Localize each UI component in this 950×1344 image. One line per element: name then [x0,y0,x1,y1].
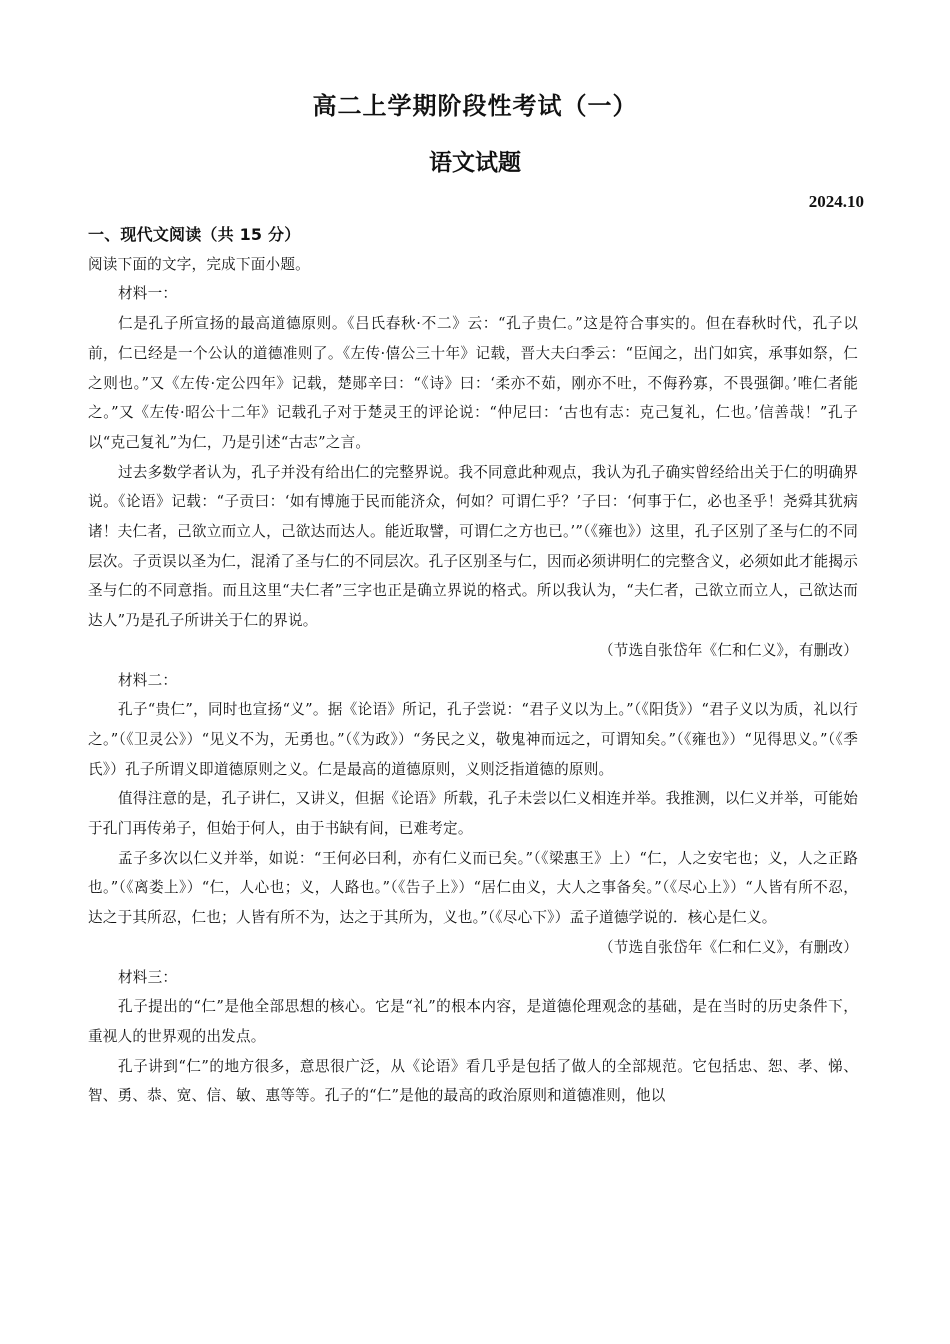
material-1-paragraph-1: 仁是孔子所宣扬的最高道德原则。《吕氏春秋·不二》云：“孔子贵仁。”这是符合事实的。但在春秋时代，孔子以前，仁已经是一个公认的道德准则了。《左传·僖公三十年》记载，晋大夫臼季云：“臣闻之，出门如宾，承事如祭，仁之则也。”又《左传·定公四年》记载，楚郧辛曰：“《诗》曰：‘柔亦不茹，刚亦不吐，不侮矜寡，不畏强御。’唯仁者能之。”又《左传·昭公十二年》记载孔子对于楚灵王的评论说：“仲尼曰：‘古也有志：克己复礼，仁也。’信善哉！”孔子以“克己复礼”为仁，乃是引述“古志”之言。 [88,315,858,451]
material-3-paragraph-2: 孔子讲到“仁”的地方很多，意思很广泛，从《论语》看几乎是包括了做人的全部规范。它包括忠、恕、孝、悌、智、勇、恭、宽、信、敏、惠等等。孔子的“仁”是他的最高的政治原则和道德准则，他以 [88,1057,858,1105]
material-2-paragraph-2: 值得注意的是，孔子讲仁，又讲义，但据《论语》所载，孔子未尝以仁义相连并举。我推测，以仁义并举，可能始于孔门再传弟子，但始于何人，由于书缺有间，已难考定。 [88,790,858,838]
exam-date: 2024.10 [808,192,864,211]
material-1-label: 材料一： [118,285,178,303]
material-3-label: 材料三： [118,968,178,986]
material-2-label: 材料二： [118,671,178,689]
material-2-paragraph-1: 孔子“贵仁”，同时也宣扬“义”。据《论语》所记，孔子尝说：“君子义以为上。”（《阳货》）“君子义以为质，礼以行之。”（《卫灵公》）“见义不为，无勇也。”（《为政》）“务民之义，敬鬼神而远之，可谓知矣。”（《雍也》）“见得思义。”（《季氏》）孔子所谓义即道德原则之义。仁是最高的道德原则，义则泛指道德的原则。 [88,701,858,778]
reading-section [88,220,858,1111]
section-instruction: 阅读下面的文字，完成下面小题。 [88,255,310,273]
material-2-paragraph-3: 孟子多次以仁义并举，如说：“王何必曰利，亦有仁义而已矣。”（《梁惠王》上）“仁，人之安宅也；义，人之正路也。”（《离娄上》）“仁，人心也；义，人路也。”（《告子上》）“居仁由义，大人之事备矣。”（《尽心上》）“人皆有所不忍，达之于其所忍，仁也；人皆有所不为，达之于其所为，义也。”（《尽心下》）孟子道德学说的．核心是仁义。 [88,849,858,927]
exam-title: 高二上学期阶段性考试（一） [312,92,638,120]
material-1-source: （节选自张岱年《仁和仁义》，有删改） [599,641,858,659]
material-1-paragraph-2: 过去多数学者认为，孔子并没有给出仁的完整界说。我不同意此种观点，我认为孔子确实曾经给出关于仁的明确界说。《论语》记载：“子贡曰：‘如有博施于民而能济众，何如？可谓仁乎？’子曰：‘何事于仁，必也圣乎！尧舜其犹病诸！夫仁者，己欲立而立人，己欲达而达人。能近取譬，可谓仁之方也已。’”（《雍也》）这里，孔子区别了圣与仁的不同层次。子贡误以圣为仁，混淆了圣与仁的不同层次。孔子区别圣与仁，因而必须讲明仁的完整含义，必须如此才能揭示圣与仁的不同意指。而且这里“夫仁者”三字也正是确立界说的格式。所以我认为，“夫仁者，己欲立而立人，己欲达而达人”乃是孔子所讲关于仁的界说。 [88,463,858,630]
material-2-source: （节选自张岱年《仁和仁义》，有删改） [599,938,858,956]
material-3-paragraph-1: 孔子提出的“仁”是他全部思想的核心。它是“礼”的根本内容，是道德伦理观念的基础，是在当时的历史条件下，重视人的世界观的出发点。 [88,998,858,1045]
exam-subtitle: 语文试题 [429,150,521,176]
section-heading: 一、现代文阅读（共 15 分） [88,225,301,244]
